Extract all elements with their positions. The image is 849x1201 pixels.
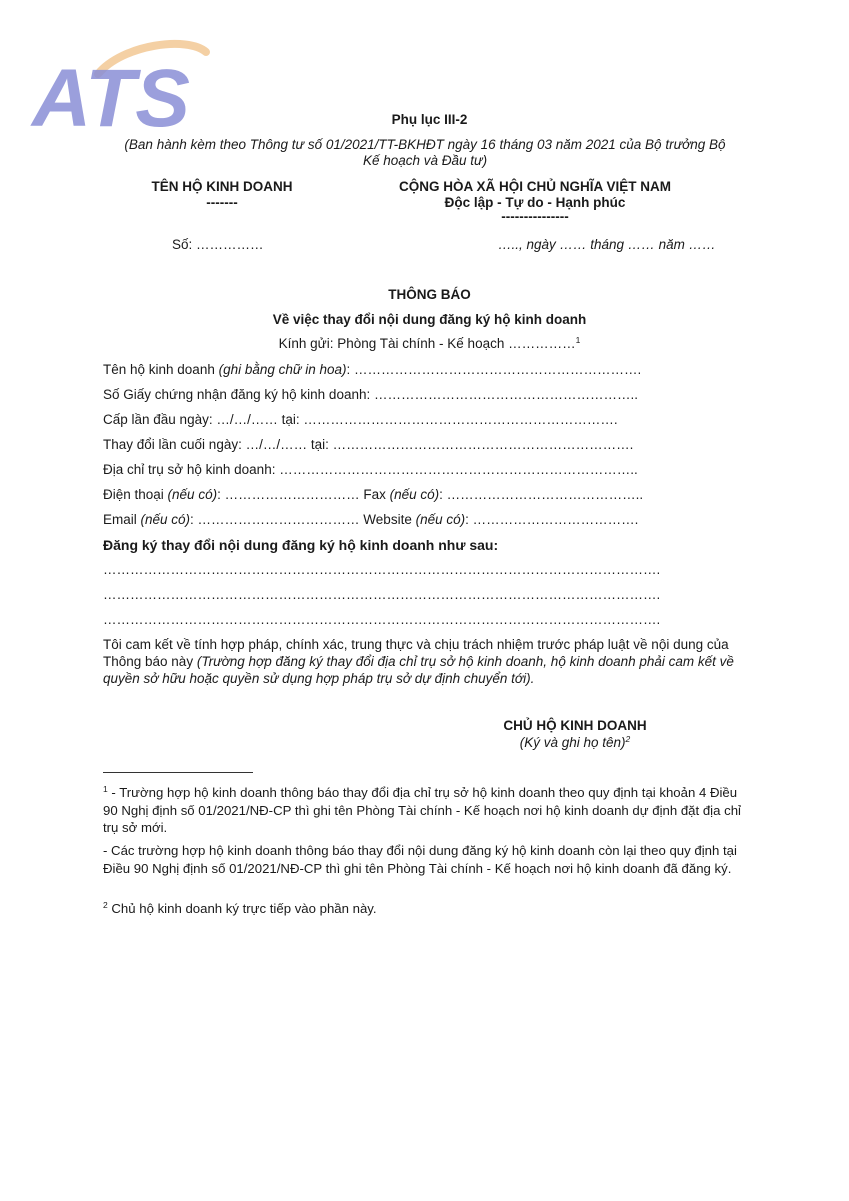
phone-hint: (nếu có) [167, 487, 218, 502]
logo-text: ATS [32, 53, 190, 144]
business-name-blank: : ………………………………………………………. [346, 362, 642, 377]
commitment-note: (Trường hợp đăng ký thay đổi địa chỉ trụ sở hộ kinh doanh, hộ kinh doanh phải cam kết về quyền sở hữu hoặc quyền sử dụng hợp pháp trụ sở dự định chuyển tới). [103, 654, 734, 686]
footnote-ref-2: 2 [625, 734, 631, 744]
national-title: CỘNG HÒA XÃ HỘI CHỦ NGHĨA VIỆT NAM [398, 179, 671, 194]
business-name-heading: TÊN HỘ KINH DOANH [151, 179, 293, 194]
signature-title: CHỦ HỘ KINH DOANH [503, 718, 647, 733]
document-number: Số: …………… [172, 237, 264, 252]
first-issue-field: Cấp lần đầu ngày: …/…/…… tại: ……………………………………………………………. [103, 412, 618, 427]
footnote-2 [103, 900, 748, 918]
national-motto: Độc lập - Tự do - Hạnh phúc [444, 195, 626, 210]
footnote-2-marker: 2 [103, 900, 108, 910]
last-change-field: Thay đổi lần cuối ngày: …/…/…… tại: …………………………………………………………. [103, 437, 634, 452]
email-website-field [103, 512, 673, 527]
business-name-label: Tên hộ kinh doanh [103, 362, 219, 377]
email-label: Email [103, 512, 141, 527]
footnote-1-marker: 1 [103, 784, 108, 794]
left-divider: ------- [206, 195, 238, 210]
website-blank: : ………………………………. [465, 512, 639, 527]
footnote-ref-1: 1 [575, 335, 581, 345]
certificate-number-field: Số Giấy chứng nhận đăng ký hộ kinh doanh: ………………………………………………….. [103, 387, 638, 402]
website-hint: (nếu có) [415, 512, 466, 527]
signature-hint [470, 735, 680, 750]
notice-subtitle: Về việc thay đổi nội dung đăng ký hộ kinh doanh [272, 312, 587, 327]
business-name-hint: (ghi bằng chữ in hoa) [218, 362, 347, 377]
ats-logo [28, 34, 238, 144]
footnote-1-text: - Trường hợp hộ kinh doanh thông báo thay đổi địa chỉ trụ sở hộ kinh doanh theo quy định tại khoản 4 Điều 90 Nghị định số 01/2021/NĐ-CP thì ghi tên Phòng Tài chính - Kế hoạch nơi hộ kinh doanh dự định đặt địa chỉ trụ sở mới. [103, 785, 741, 835]
document-date: ….., ngày …… tháng …… năm …… [498, 237, 716, 252]
right-divider: --------------- [501, 209, 569, 224]
signature-hint-text: (Ký và ghi họ tên) [519, 735, 626, 750]
notice-title: THÔNG BÁO [388, 287, 471, 302]
issued-by-note-2: Kế hoạch và Đầu tư) [362, 153, 488, 168]
footnote-divider [103, 772, 253, 773]
fax-blank: : …………………………………….. [439, 487, 644, 502]
phone-label: Điện thoại [103, 487, 168, 502]
email-hint: (nếu có) [140, 512, 191, 527]
issued-by-note: (Ban hành kèm theo Thông tư số 01/2021/TT-BKHĐT ngày 16 tháng 03 năm 2021 của Bộ trưởng Bộ [124, 137, 726, 152]
email-blank: : ……………………………… Website [190, 512, 416, 527]
changes-line-3: ……………………………………………………………………………………………………………. [103, 612, 661, 627]
changes-line-1: ……………………………………………………………………………………………………………. [103, 562, 661, 577]
commitment-paragraph [103, 636, 743, 687]
address-field: Địa chỉ trụ sở hộ kinh doanh: …………………………………………………………………….. [103, 462, 638, 477]
phone-blank: : ………………………… Fax [217, 487, 390, 502]
commitment-text: Tôi cam kết về tính hợp pháp, chính xác, trung thực và chịu trách nhiệm trước pháp luật về nội dung của Thông báo này [103, 637, 729, 669]
business-name-field [103, 362, 673, 377]
appendix-label: Phụ lục III-2 [391, 112, 468, 127]
recipient-line [0, 336, 849, 351]
changes-line-2: ……………………………………………………………………………………………………………. [103, 587, 661, 602]
footnote-2-text: Chủ hộ kinh doanh ký trực tiếp vào phần này. [107, 901, 377, 916]
recipient-text: Kính gửi: Phòng Tài chính - Kế hoạch …………… [278, 336, 576, 351]
changes-heading: Đăng ký thay đổi nội dung đăng ký hộ kinh doanh như sau: [103, 537, 499, 553]
footnote-1 [103, 784, 748, 837]
fax-hint: (nếu có) [389, 487, 440, 502]
phone-fax-field [103, 487, 673, 502]
footnote-1b: - Các trường hợp hộ kinh doanh thông báo thay đổi nội dung đăng ký hộ kinh doanh còn lại theo quy định tại Điều 90 Nghị định số 01/2021/NĐ-CP thì ghi tên Phòng Tài chính - Kế hoạch nơi hộ kinh doanh đã đăng ký. [103, 843, 737, 876]
